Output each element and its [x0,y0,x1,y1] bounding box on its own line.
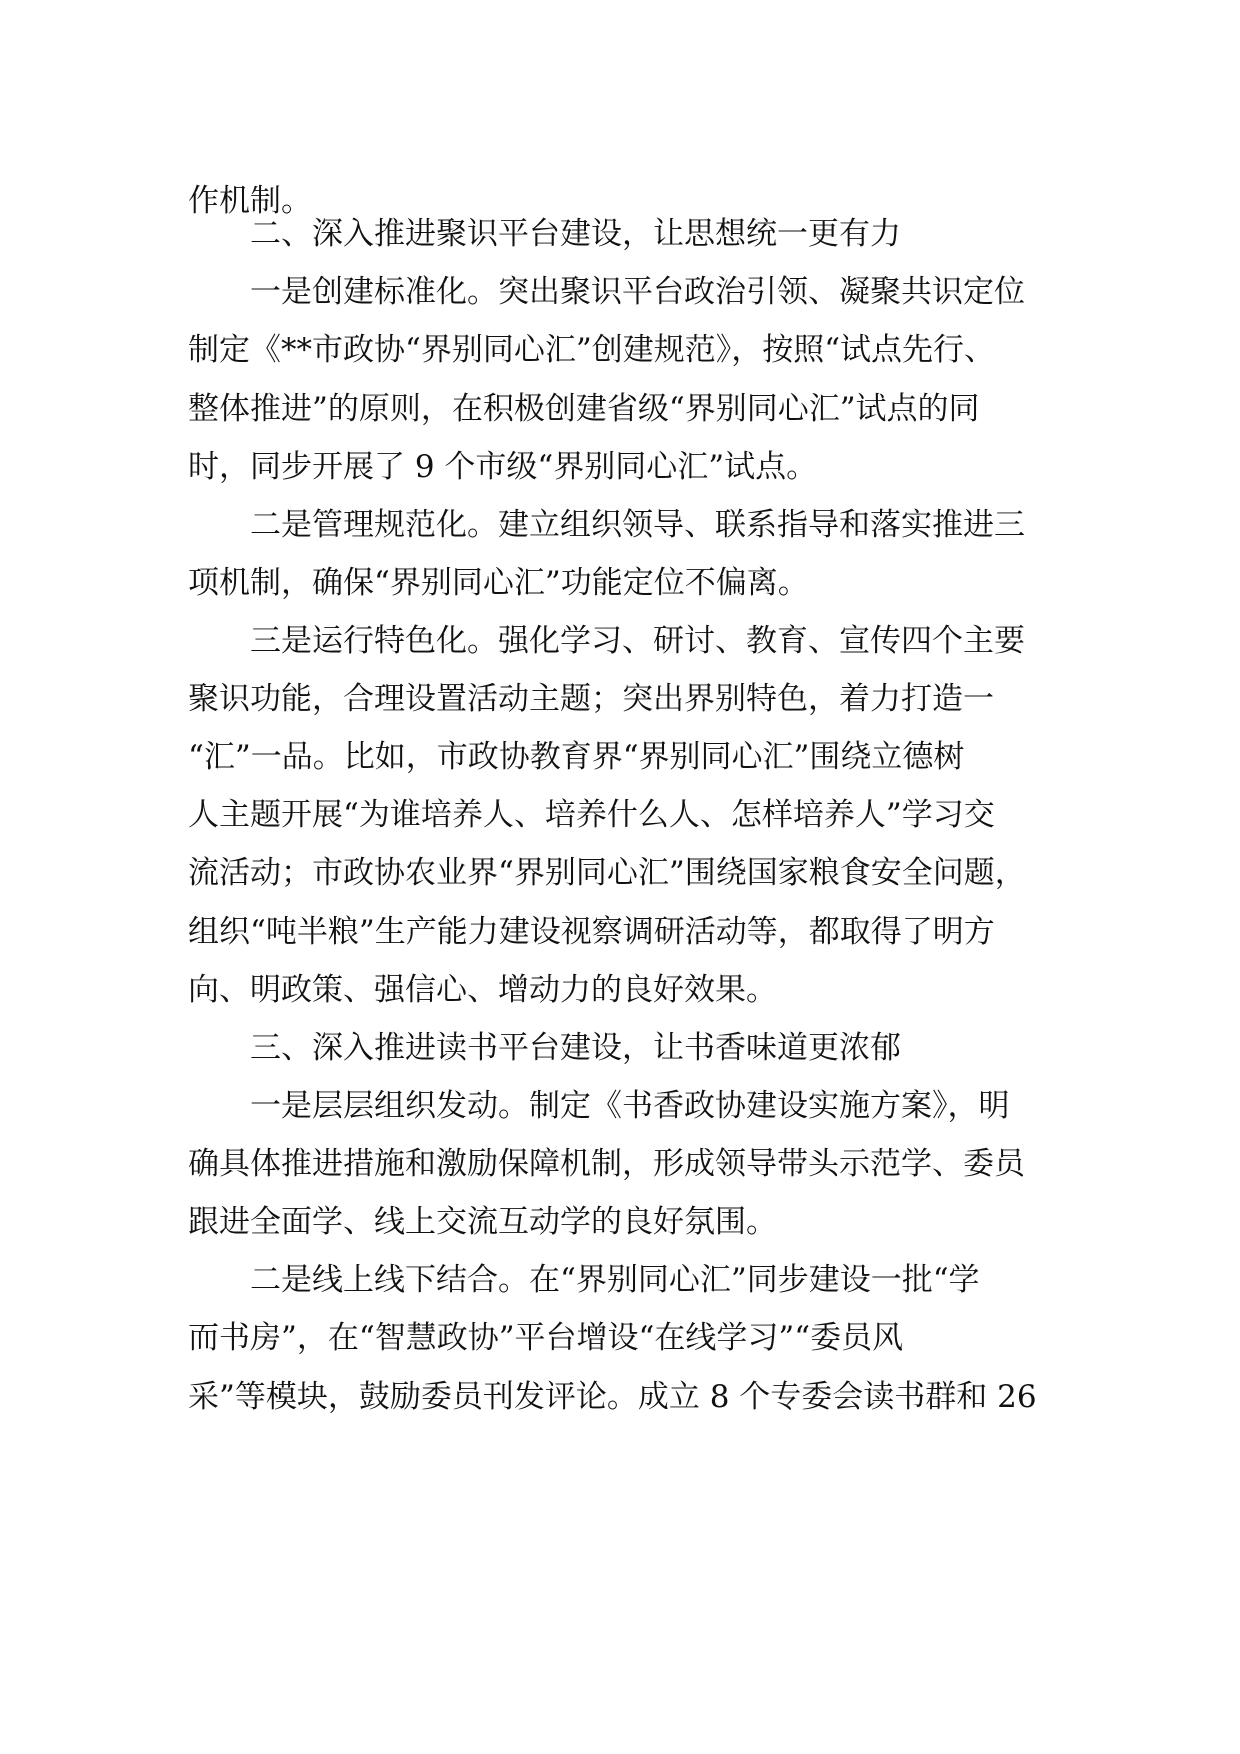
section-heading-3: 三、深入推进读书平台建设，让书香味道更浓郁 [250,1030,901,1066]
paragraph-line-8: 项机制，确保“界别同心汇”功能定位不偏离。 [188,565,809,601]
paragraph-line-4: 制定《**市政协“界别同心汇”创建规范》，按照“试点先行、 [188,332,996,368]
paragraph-line-13: 流活动；市政协农业界“界别同心汇”围绕国家粮食安全问题， [188,855,1026,891]
paragraph-line-20: 二是线上线下结合。在“界别同心汇”同步建设一批“学 [250,1262,980,1298]
paragraph-line-9: 三是运行特色化。强化学习、研讨、教育、宣传四个主要 [250,623,1025,659]
paragraph-line-1: 作机制。 [188,183,312,219]
paragraph-line-19: 跟进全面学、线上交流互动学的良好氛围。 [188,1204,777,1240]
paragraph-line-11: “汇”一品。比如，市政协教育界“界别同心汇”围绕立德树 [188,739,965,775]
paragraph-line-5: 整体推进”的原则，在积极创建省级“界别同心汇”试点的同 [188,391,980,427]
paragraph-line-12: 人主题开展“为谁培养人、培养什么人、怎样培养人”学习交 [188,797,995,833]
paragraph-line-7: 二是管理规范化。建立组织领导、联系指导和落实推进三 [250,507,1025,543]
paragraph-line-15: 向、明政策、强信心、增动力的良好效果。 [188,972,777,1008]
paragraph-line-14: 组织“吨半粮”生产能力建设视察调研活动等，都取得了明方 [188,914,995,950]
paragraph-line-18: 确具体推进措施和激励保障机制，形成领导带头示范学、委员 [188,1146,1025,1182]
paragraph-line-10: 聚识功能，合理设置活动主题；突出界别特色，着力打造一 [188,681,994,717]
section-heading-2: 二、深入推进聚识平台建设，让思想统一更有力 [250,216,901,252]
paragraph-line-22: 采”等模块，鼓励委员刊发评论。成立 8 个专委会读书群和 26 [188,1379,1037,1415]
paragraph-line-17: 一是层层组织发动。制定《书香政协建设实施方案》，明 [250,1088,1010,1124]
paragraph-line-3: 一是创建标准化。突出聚识平台政治引领、凝聚共识定位 [250,274,1025,310]
paragraph-line-6: 时，同步开展了 9 个市级“界别同心汇”试点。 [188,449,818,485]
paragraph-line-21: 而书房”，在“智慧政协”平台增设“在线学习”“委员风 [188,1320,904,1356]
